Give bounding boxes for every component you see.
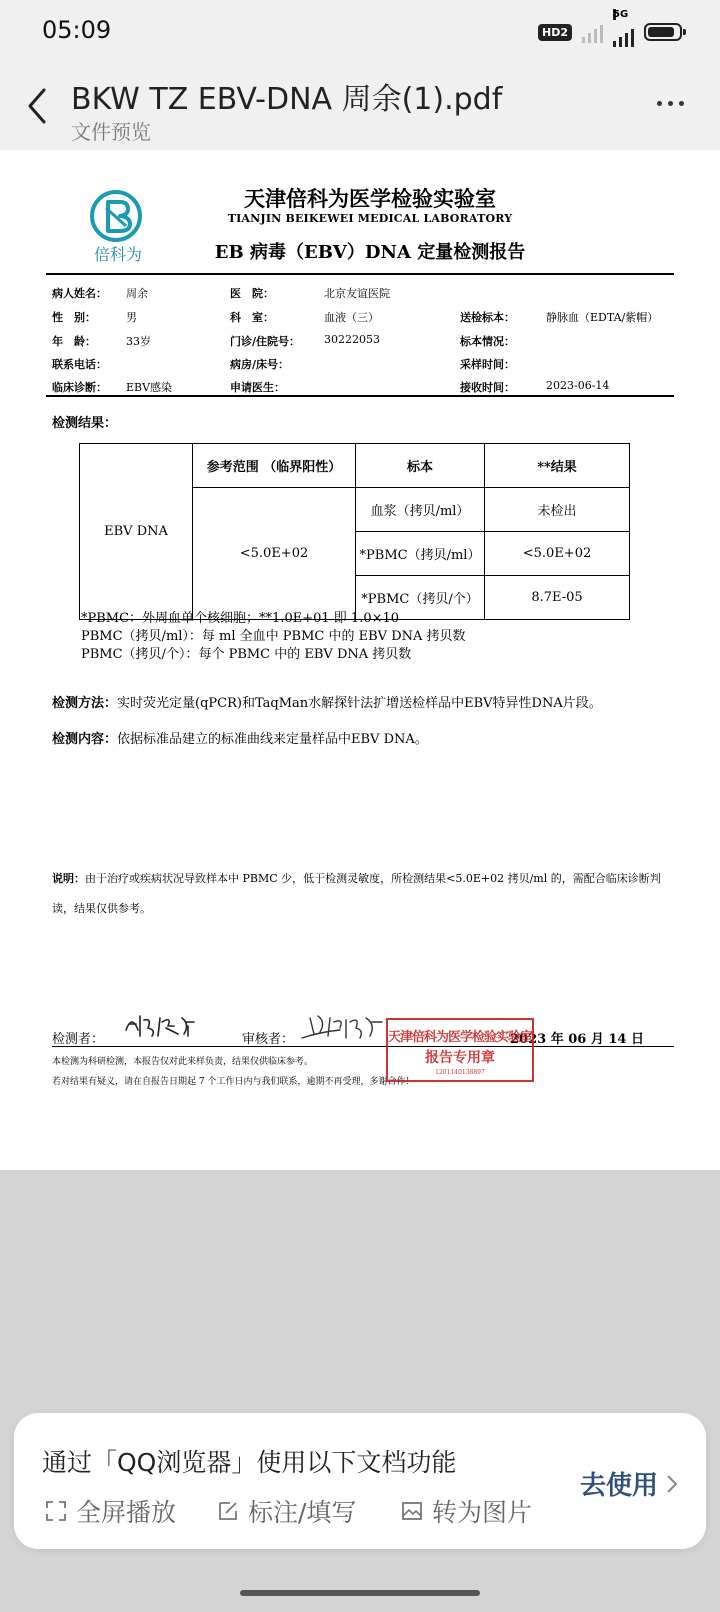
method-line — [52, 692, 602, 711]
tester-label: 检测者： — [52, 1032, 105, 1047]
sample-status-label: 标本情况： — [460, 335, 515, 348]
bed-label: 病房/床号： — [230, 358, 290, 371]
header-range: 参考范围 （临界阳性） — [193, 444, 356, 488]
tester-signature — [122, 1010, 198, 1040]
page-title: BKW TZ EBV-DNA 周余(1).pdf — [71, 82, 503, 117]
sample: 静脉血（EDTA/紫帽） — [546, 311, 659, 324]
patient-name: 周余 — [126, 287, 148, 300]
banner-message: 通过「QQ浏览器」使用以下文档功能 — [42, 1448, 457, 1477]
remark-text: 由于治疗或疾病状况导致样本中 PBMC 少，低于检测灵敏度，所检测结果<5.0E+02 拷贝/ml 的，需配合临床诊断判读，结果仅供参考。 — [52, 872, 661, 915]
result-cell: 8.7E-05 — [485, 576, 630, 620]
specimen-cell: *PBMC（拷贝/ml） — [356, 532, 485, 576]
header-result: **结果 — [485, 444, 630, 488]
item-cell: EBV DNA — [80, 444, 193, 620]
report-date: 2023 年 06 月 14 日 — [510, 1032, 644, 1047]
record: 30222053 — [324, 333, 380, 346]
signal-icon-sim1 — [582, 21, 603, 43]
stamp-lab-name: 天津倍科为医学检验实验室 — [388, 1030, 533, 1045]
content-line — [52, 728, 428, 747]
stamp-title: 报告专用章 — [425, 1050, 495, 1066]
network-type: 5G — [613, 9, 629, 20]
chevron-right-icon — [666, 1474, 678, 1494]
age: 33岁 — [126, 335, 151, 348]
logo-text: 倍科为 — [93, 245, 142, 264]
sex: 男 — [126, 311, 137, 324]
home-indicator[interactable] — [240, 1590, 480, 1596]
header-specimen: 标本 — [356, 444, 485, 488]
fullscreen-label: 全屏播放 — [76, 1498, 177, 1527]
sample-label: 送检标本： — [460, 311, 515, 324]
result-cell: <5.0E+02 — [485, 532, 630, 576]
method-text: 实时荧光定量(qPCR)和TaqMan水解探针法扩增送检样品中EBV特异性DNA片段。 — [117, 696, 602, 711]
results-table — [79, 443, 630, 620]
to-image-label: 转为图片 — [432, 1498, 533, 1527]
remark — [52, 864, 672, 924]
pdf-page[interactable] — [0, 150, 720, 1170]
method-label: 检测方法： — [52, 696, 118, 711]
annotate-button[interactable] — [216, 1493, 356, 1529]
note-line: PBMC（拷贝/ml）：每 ml 全血中 PBMC 中的 EBV DNA 拷贝数 — [81, 629, 466, 644]
collect-label: 采样时间： — [460, 358, 515, 371]
status-icons — [538, 9, 682, 46]
more-options-button[interactable] — [650, 88, 690, 118]
specimen-cell: *PBMC（拷贝/个） — [356, 576, 485, 620]
result-cell: 未检出 — [485, 488, 630, 532]
stamp-number: 1201140138897 — [435, 1069, 485, 1076]
annotate-label: 标注/填写 — [248, 1498, 357, 1527]
status-bar — [0, 0, 720, 64]
go-use-button[interactable] — [580, 1465, 678, 1502]
results-label: 检测结果： — [52, 416, 118, 431]
signal-icon-sim2 — [613, 9, 634, 47]
footer-note-1: 本检测为科研检测，本报告仅对此来样负责，结果仅供临床参考。 — [52, 1057, 314, 1067]
dept: 血液（三） — [324, 311, 379, 324]
divider — [46, 395, 674, 397]
chevron-left-icon — [20, 84, 56, 128]
fullscreen-button[interactable] — [44, 1493, 176, 1529]
reviewer-signature — [300, 1012, 384, 1042]
phone-label: 联系电话： — [52, 358, 107, 371]
patient-name-label: 病人姓名： — [52, 287, 107, 300]
footer-note-2: 若对结果有疑义，请在自报告日期起 7 个工作日内与我们联系，逾期不再受理，多谢合作！ — [52, 1077, 415, 1087]
note-line: PBMC（拷贝/个）：每个 PBMC 中的 EBV DNA 拷贝数 — [81, 647, 412, 662]
battery-icon — [644, 23, 682, 41]
app-header — [0, 0, 720, 150]
receive-label: 接收时间： — [460, 381, 515, 394]
lab-name-en: TIANJIN BEIKEWEI MEDICAL LABORATORY — [227, 212, 513, 225]
note-line: *PBMC：外周血单个核细胞；**1.0E+01 即 1.0×10 — [81, 611, 400, 626]
edit-icon — [216, 1499, 240, 1523]
hospital: 北京友谊医院 — [324, 287, 390, 300]
content-label: 检测内容： — [52, 732, 118, 747]
divider — [46, 273, 674, 275]
page-subtitle: 文件预览 — [71, 120, 151, 144]
table-notes — [81, 610, 466, 664]
sex-label: 性 别： — [52, 311, 96, 324]
report-title: EB 病毒（EBV）DNA 定量检测报告 — [214, 242, 526, 263]
status-time: 05:09 — [42, 16, 112, 44]
expand-icon — [44, 1499, 68, 1523]
receive: 2023-06-14 — [546, 379, 610, 392]
hospital-label: 医 院： — [230, 287, 274, 300]
image-icon — [400, 1499, 424, 1523]
hd-icon: HD2 — [538, 24, 572, 41]
lab-name-cn: 天津倍科为医学检验实验室 — [244, 186, 496, 211]
range-cell: <5.0E+02 — [193, 488, 356, 620]
diag-label: 临床诊断： — [52, 381, 107, 394]
doctor-label: 申请医生： — [230, 381, 285, 394]
qq-browser-banner — [14, 1413, 706, 1549]
specimen-cell: 血浆（拷贝/ml） — [356, 488, 485, 532]
divider — [52, 1046, 674, 1047]
back-button[interactable] — [20, 84, 56, 128]
reviewer-label: 审核者： — [242, 1032, 295, 1047]
dept-label: 科 室： — [230, 311, 274, 324]
record-label: 门诊/住院号： — [230, 335, 301, 348]
remark-label: 说明： — [52, 872, 85, 885]
go-use-label: 去使用 — [579, 1471, 658, 1501]
to-image-button[interactable] — [400, 1493, 532, 1529]
content-text: 依据标准品建立的标准曲线来定量样品中EBV DNA。 — [117, 732, 428, 747]
diag: EBV感染 — [126, 381, 173, 394]
age-label: 年 龄： — [52, 335, 96, 348]
battery-fill — [648, 27, 674, 37]
report-stamp — [386, 1018, 534, 1082]
